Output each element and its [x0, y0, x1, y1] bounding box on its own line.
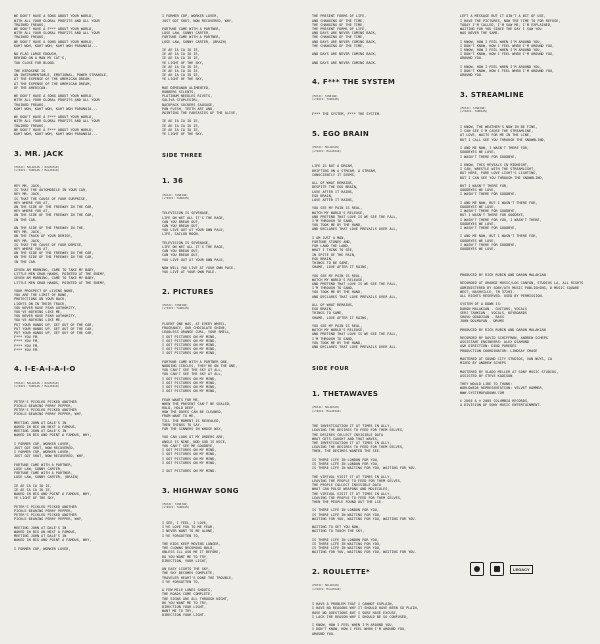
column-3	[312, 6, 420, 644]
label-logos	[470, 562, 590, 576]
song-title: 3. HIGHWAY SONG	[162, 486, 239, 495]
side-heading: SIDE THREE	[162, 152, 203, 159]
song-title: 3. MR. JACK	[14, 149, 64, 158]
legacy-logo: LEGACY	[510, 565, 533, 574]
song-credit: (MUSIC: TANKIAN) (LYRICS: TANKIAN)	[162, 193, 190, 200]
song-title: 2. PICTURES	[162, 287, 214, 296]
song-lyrics: PETER'S PICKLED PICKED ANOTHER PICKLE BEARING PERRY PEPPER, PETER'S PICKLED PICKED ANOTHER PICKLE BEARING PERRY PEPPER, WHY, MEETING JOHN AT DALE'S IN WAKED IN BIG AN NEXT A FAMOUS, MEETING JOHN AT DALE'S IN WAKED IN BIG AND POINT A FAMOUS, WHY, I FORMER COP, WORKER LOVER, JUST GOT SHOT, NOW RECOVERED, I FORMER COP, WORKER LOVER, JUST GOT SHOT, NOW RECOVERED, WHY, FORTUNE CAME WITH A PARTNER, LOSE LAW, SONNY CARTER, FORTUNE CAME WITH A PARTNER, LOSE LAW, SONNY CARTER, (BRAIN) IE AE IA IA IO IE, IE AE IA IA IO IE, WAKED IN BIG AND POINT A FAMOUS, WHY, YE LIGHT OF THE SKY, PETER'S PICKLED PICKED ANOTHER PICKLE BEARING PERRY PEPPER, PETER'S PICKLED PICKED ANOTHER PICKLE BEARING PERRY PEPPER, WHY, MEETING JOHN AT DALE'S IN WAKED IN BIG AN NEXT A FAMOUS, MEETING JOHN AT DALE'S IN WAKED IN BIG AND POINT A FAMOUS, WHY, I FORMER COP, WORKER LOVER,	[14, 399, 92, 551]
song-lyrics: THE INVESTIGATION IT AT TIMES IN ALLY, LEAVING THE DESIRES TO FEED FOR THEM SELVES, THE DESIRES COLLECT INVISIBLE DATA WHAT GETS CAUGHT AND THAT WAVES, THE INVESTIGATION IT AT TIMES IN ALLY, LEAVING THE DESIRES TO FEED FOR THEM SELVES, THEN, THE DESIRES WANTED THE SEE. IS THERE LIFE IN LONDON FOR YOU, IS THERE LIFE IN LONDON FOR YOU, IS THERE LIFE IN WAITING FOR YOU, WAITING FOR YOU. THE VIRTUAL VISIT IT AT TIMES IN ALLY, LEAVING THE PEOPLE TO FEED FOR THEM SELVES, THE PEOPLE COLLECT INVISIBLE DATA WHAT CAN PULSE WEAPONS AND MOLECULES, THE VIRTUAL VISIT IT AT TIMES IN ALLY, LEAVING THE PEOPLE TO FEED FOR THEM SELVES, THEN THE PEOPLE FOUND OUT THE LIE. IS THERE LIFE IN LONDON FOR YOU, IS THERE LIFE IN WAITING FOR YOU, WAITING FOR YOU, WAITING FOR YOU, WAITING FOR YOU. WAITING TO GET YOU NOW, WAITING TO TOUCH THE SKY, IS THERE LIFE IN LONDON FOR YOU, IS THERE LIFE IN WAITING FOR YOU, IS THERE LIFE IN WAITING FOR YOU, WAITING FOR YOU, WAITING FOR YOU, WAITING FOR YOU.	[312, 424, 417, 555]
song-credit: (MUSIC: MALAKIAN / DOLMAYAN) (LYRICS: TANKIAN / MALAKIAN)	[14, 166, 60, 173]
intro-lyrics: WE DON'T HAVE A SONG ABOUT YOUR WORLD, WITH ALL YOUR GLOBAL PROFITS AND ALL YOUR TRAINED FREAKS, WE DON'T HAVE A F*** ABOUT YOUR WORLD, WITH ALL YOUR GLOBAL PROFITS AND ALL YOUR TRAINED FREAKS, WE DON'T HAVE A SONG ABOUT YOUR WORLD, KAHT WOH, KAHT WOH, KAHT WOH PARANOIA... NO FLAG LARGE ENOUGH, BEHIND ON A MAN MY CAT'S, TOO CLOSE FOR BLOOD. THE KEROSENE IS AN INSTRUMENTABLE, EMOTIONAL, POWER STRANGLE, AT THE EXPENSE OF THE AMERICAN DREAM, AT THE EXPENSE OF THE AMERICAN DREAM, OF THE AMERICAN. WE DON'T HAVE A SONG ABOUT YOUR WORLD, WITH ALL YOUR GLOBAL PROFITS AND ALL YOUR TRAINED FREAKS, KAHT WOH, KAHT WOH, KAHT WOH PARANOIA... WE DON'T HAVE A F*** ABOUT YOUR WORLD, WITH ALL YOUR GLOBAL PROFITS AND ALL YOUR TRAINED FREAKS, WE DON'T HAVE A F*** ABOUT YOUR WORLD, KAHT WOH, KAHT WOH, KAHT WOH PARANOIA...	[14, 14, 109, 137]
album-credits: PRODUCED BY RICK RUBIN AND DARON MALAKIAN RECORDED AT ORANGE MUSIC/LOG CANYON, STUDIOS LA, ALL RIGHTS ADMINISTERED BY SONY/ATV MUSIC PUBLISHING, 8 MUSIC SQUARE WEST, NASHVILLE, TN 37203. ALL RIGHTS RESERVED. USED BY PERMISSION. SYSTEM OF A DOWN IS: DARON MALAKIAN - GUITARS, VOCALS SERJ TANKIAN - VOCALS, KEYBOARDS SHAVO ODADJIAN - BASS JOHN DOLMAYAN - DRUMS PRODUCED BY RICK RUBIN AND DARON MALAKIAN RECORDED BY DAVID SCHIFFMAN, ANDREW SCHEPS ASSISTANT ENGINEERS: ALEX DIAMOND A&R DIRECTION: DINO PAREDES PRODUCTION COORDINATOR: LINDSAY CHASE MASTERED AT SOUND CITY STUDIOS, VAN NUYS, CA MIXED BY ANDREW SCHEPS MASTERED BY VLADO MELLER AT SONY MUSIC STUDIOS, ASSISTED BY STEVE KADISON THEY WOULD LIKE TO THANK: WORLDWIDE REPRESENTATION: VELVET HAMMER, WWW.SYSTEMOFADOWN.COM © 2005 & ℗ 2005 COLUMBIA RECORDS, A DIVISION OF SONY MUSIC ENTERTAINMENT.	[460, 272, 584, 408]
song-lyrics: FLUENT ONE WAS, AT EVERY WHEEL, FRAGRANCY, OUR CHOCOLATE SHINE, LEADLESS ORANGE CURL, YOUR SMELL, I GOT PICTURES ON MY MIND, I GOT PICTURES ON MY MIND, I GOT PICTURES ON MY MIND, I GOT PICTURES ON MY MIND, I GOT PICTURES ON MY MIND, FORTUNE CAME WITH A PARTNER ONE, NODDING CIRCLES, THEY'RE ON THE ONE, YOU CAN'T SEE THE SKY AT ALL, YOU CAN'T SEE THE SKY AT ALL, I GOT PICTURES ON MY MIND, I GOT PICTURES ON MY MIND, I GOT PICTURES ON MY MIND, I GOT PICTURES ON MY MIND, FEAR WANTS FOR ME, WHEN THE PRESENT CAN'T BE SEALED, HOLD, HOLD DEEP, HOW THE DOVES CAN BE CLEANED, FROM WANT TO ME, TILL THE MOMENT IS REVEALED, THEN THINGS TO SAY. FOR THE SINNERS IN WHOSE WAY, YOU CAN LOOK AT MY ORDERS ARE, ANGLE IS NINE, NOD GOD IS NICE, YOU CAN'T SEE ME GOODBYE, I GOT PICTURES ON MY MIND, I GOT PICTURES ON MY MIND, I GOT PICTURES ON MY MIND, I GOT PICTURES ON MY MIND, I GOT PICTURES ON MY MIND.	[162, 322, 238, 474]
column-4	[460, 6, 586, 416]
song-lyrics: I KNOW, THE WEATHER'S NOW IN BE FINE, I CAN SEE I'M CAUSE THE STREAMLINE, AT LOVE, WAITS FOR ME IN THE LINE, BUT I CALL SEE YOU THROUGH THE SNOWBLIND, I AND ME NOW, I WASN'T THERE FOR, GOODBYES WE LOVE, I WASN'T THERE FOR GOODBYE, I KNOW, THIS REVEALS IN MIDNIGHT, I CAN, WRESTLE WITH THE STREAMLIGHT, BUT HERE, FORE LOVE LIGHT'S LIGHTING, BUT I CAN SEE YOU THROUGH THE SNOWBLIND, BUT I WASN'T THERE FOR, GOODBYES WE LOVE, I WASN'T THERE FOR GOODBYE. I AND ME NOW, BUT I WASN'T THERE FOR, GOODBYES WE LOVE, I WASN'T THERE FOR GOODBYE, BUT I WASN'T THERE FOR GOODBYE, I WASN'T THERE FOR YOU, I WASN'T THERE, GOODBYES WE LOVE, I WASN'T THERE FOR GOODBYE, I AND ME NOW, BUT I WASN'T THERE FOR, GOODBYES WE LOVE, I WASN'T THERE FOR GOODBYE, GOODBYES WE LOVE.	[460, 125, 546, 251]
song-lyrics: LIFE IS BUT A DREAM, DRIFTING ON A STREAM, A STREAM, CONSCIENTLY IT SEEMS, ALL OF WHAT REMAINS, DESPITE THE EGO BRAIN, LOVE AFTER IT RAINS, EGO BRAIN, LOVE AFTER IT RAINS, YOU SEE MY PAIN IS REAL, WATCH MY WORLD'S RELEASE, AND PRETEND THAT LOVE IS WE SEE THE FALL, I'M THROUGH TO SAND, YOU TOOK ME BY THE HAND, AND DECLARES THAT LOVE PREVAILS OVER ALL, I AM JUST A MAN, FORTUNE STONES AND, FOR LAND THE LAND, WHAT I THINK TO SEE, IN SPITE OF THE PAIN, EGO BRAIN, THINGS TO BE SAME, SHAME, LOVE AFTER IT RAINS, YOU SEE MY PAIN IS REAL, WATCH MY WORLD'S RELEASE, AND PRETEND THAT LOVE IS WE SEE THE FALL, I'M THROUGH TO SAND, YOU TOOK ME BY THE HAND, AND DECLARES THAT LOVE PREVAILS OVER ALL, ALL OF WHAT REMAINS, EGO BRAIN, THINGS TO SAME, SHAME, LOVE AFTER IT RAINS, YOU SEE MY PAIN IS REAL, WATCH MY WORLD'S RELEASE, AND PRETEND THAT LOVE IS WE SEE THE FALL, I'M THROUGH TO SAND, YOU TOOK ME BY THE HAND, AND DECLARES THAT LOVE PREVAILS OVER ALL.	[312, 164, 398, 350]
song-credit: (MUSIC: TANKIAN) (LYRICS: TANKIAN)	[162, 304, 190, 311]
song-credit: (MUSIC: MALAKIAN) (LYRICS: MALAKIAN)	[312, 584, 342, 591]
song-lyrics: F*** THE SYSTEM, F*** THE SYSTEM.	[312, 112, 382, 117]
song-title: 4. I-E-A-I-A-I-O	[14, 365, 76, 374]
song-lyrics: LEFT A MESSAGE BUT IT AIN'T A BIT OF USE, I HAVE THE PICTURES, NOW THE TIME TO FOR REFUSE, TODAY I'M CALLED, I'M SAW ME, I'M EXPLAINED, WAITING FOR YOU SINCE THE DAY I SAW YOU WAS NEVER THE SAME. I KNOW, HOW I FEEL WHEN I'M AROUND YOU, I DON'T KNOW, HOW I FEEL WHEN I'M AROUND YOU, I KNOW, HOW I FEEL WHEN I'M AROUND YOU, I DON'T KNOW, HOW I FEEL WHEN I'M AROUND YOU, AROUND YOU. I KNOW, HOW I FEEL WHEN I'M AROUND YOU, I DON'T KNOW, HOW I FEEL WHEN I'M AROUND YOU, AROUND YOU.	[460, 14, 561, 78]
side-heading: SIDE FOUR	[312, 365, 349, 372]
song-lyrics: I HAVE A PROBLEM THAT I CANNOT EXPLAIN, I HAVE NO REASONS WHY IT SHOULD HAVE BEEN SO PLAIN, HAVE NO QUESTIONS BUT I SURE HAVE EXCUSE, I LACK THE REASON WHY I SHOULD BE SO CONFUSED, I KNOW, HOW I FEEL WHEN I'M AROUND YOU, I DON'T KNOW, HOW I FEEL WHEN I'M AROUND YOU, AROUND YOU.	[312, 602, 419, 636]
song-credit: (MUSIC: MALAKIAN) (LYRICS: MALAKIAN)	[312, 406, 342, 413]
song-title: 3. STREAMLINE	[460, 90, 524, 99]
song-credit: (MUSIC: TANKIAN) (LYRICS: TANKIAN)	[312, 94, 340, 101]
columbia-logo-icon	[470, 562, 484, 576]
song-title: 2. ROULETTE*	[312, 567, 370, 576]
sony-logo-icon	[490, 562, 504, 576]
song-credit: (MUSIC: TANKIAN) (LYRICS: TANKIAN)	[460, 107, 488, 114]
song-credit: (MUSIC: MALAKIAN) (LYRICS: MALAKIAN)	[312, 146, 342, 153]
song-credit: (MUSIC: MALAKIAN / DOLMAYAN) (LYRICS: TANKIAN / MALAKIAN)	[14, 381, 60, 389]
song-title: 5. EGO BRAIN	[312, 130, 370, 139]
song-lyrics: THE PRESENT FORMS OF LIFE, AND CHANGING OF THE TIME, THE CHANGING OF THE TIME, THE PRESENT FORMS OF LIFE, AND DAYS ARE NEVER COMING BACK, THE CHANGING OF THE TIME, AND DAYS ARE NEVER COMING BACK, THE CHANGING OF THE TIME, AND DAYS ARE NEVER COMING BACK, AND DAYS ARE NEVER COMING BACK.	[312, 14, 377, 65]
song-title: 4. F*** THE SYSTEM	[312, 78, 396, 87]
column-2	[162, 6, 270, 626]
song-credit: (MUSIC: TANKIAN) (LYRICS: TANKIAN)	[162, 503, 190, 510]
column-1	[14, 6, 122, 559]
song-lyrics: I SEE, I FEEL, I LOVE, I'VE LOVE YOU TO ME FEAR, I NEVER WANT TO BE ALONE, I'VE FORGOTTEN TO, THE KIDS KEEP MOVING LONGER, THE CLOWNS BECOMING BOLD, UNLESS ILL ASK ME IT BEFORE, DO YOU WANT ME TO TRY, DIRECTION, YOUR LIGHT, AN EASY LIGHTS THE SKY, THE SKY BECOMES COMPLETE, TRAVELER HEART'S DONE THE TROUBLE, I'VE FORGOTTEN TO, A FEW MILE LONES SHOUTS, THE ROADS COME COMPLETE, THE SIGNS ARE ALL THROUGH NIGHT, DO YOU WANT ME TO TRY, DIRECTION YOUR LIGHT, WANT ME TO TRY, DIRECTION YOUR LIGHT.	[162, 520, 234, 618]
song-title: 1. THETAWAVES	[312, 390, 379, 399]
song-lyrics: TELEVISION IS SEVENAGE, LIFE ON WET ALL IT'S THE RAGE, CAN YOU BREAK OUT, CAN YOU BREAK OUT, YOU LIVE OUT AT YOUR OWN PALE, LIFE, SAILOR MOON. TELEVISION IS SEVENAGE, LIFE ON WET ALL IT'S THE RAGE, CAN YOU BREAK OUT, CAN YOU BREAK OUT, YOU LIVE OUT AT YOUR OWN PALE, NOW WILL YOU LIVE AT YOUR OWN PACE, YOU LIVE AT YOUR OWN PALE.	[162, 211, 236, 275]
song-lyrics: HEY MR. JACK, IS THAT THE AUTOMOBILE IN YOUR CAR, HEY MR. JACK, IS THAT THE CAUSE OF YOUR SURPRISE, HEY WHERE YOU AT, ON THE SIDE OF THE FREEWAY IN THE CAR, HEY WHERE YOU AT, ON THE SIDE OF THE FREEWAY IN THE CAR, IN THE CAR. ON THE SIDE OF THE FREEWAY IN THE, HEY MR. JACK, ON THE TRACK OF YOUR DEMISE, HEY MR. JACK, IS THAT THE CAUSE OF YOUR DEMISE, HEY WHERE YOU AT, ON THE SIDE OF THE FREEWAY IN THE CAR, ON THE SIDE OF THE FREEWAY IN THE CAR, IN THE CAR. SEVEN AM MORNING, CAME TO TAKE MY BABY, LITTLE MEN GRAB HANDS, POINTED AT THE ENEMY, SEVEN AM MORNING, CAME TO TAKE MY BABY, LITTLE MEN GRAB HANDS, POINTED AT THE ENEMY, YOUR PROSPECT OF LIVING NONE, YOU ARE THE LIMIT OF BONE, PROTECTIONS ON YOUR BACK, LIGHTS ON IN THEIR TRACK, YOU NEVER HAVE FEAR AUTHORITY, YOU'VE NOTHING LIKE ME, YOU NEVER HAVE FEAR AUTHORITY, YOU'VE NOTHING LIKE ME, PUT YOUR HANDS UP, GET OUT OF THE CAR, PUT YOUR HANDS UP, GET OUT OF THE CAR, PUT YOUR HANDS UP, GET OUT OF THE CAR, F*** YOU FM, F*** YOU FM, F*** YOU FM, F*** YOU FM.	[14, 183, 107, 352]
song-lyrics: I FORMER COP, WORKER LOVER, JUST GOT SHOT, NOW RECOVERED, WHY, FORTUNE CAME WITH A PARTNER, LOSE LAW, SONNY CARTER, FORTUNE CAME WITH A PARTNER, LOSE LAW, SONNY CARTER, (BRAIN) IE AE IA IA IO IE, IE AE IA IA IO IE, IE AE IA IA IO IE, YE LIGHT OF THE SKY, IE AE IA IA IO IE, IE AE IA IA IO IE, IE AE IA IA IO IE, YE LIGHT OF THE SKY, MAE DEMEANOR ALIMENTED, RUBBERS SILENTS, PLATINUM NEEDLES RIVETS, SALIVA STAPLEGIRL, BACKPACK SUCKERS SAUSAGE, PAN FLESH, TEETH ART AND, PAINTING THE FANTASIES OF THE ALIVE, IE AE IA IA IO IE, IE AE IA IA IO IE, IE AE IA IA IO IE, YE LIGHT OF THE SKY.	[162, 14, 238, 137]
song-title: 1. 36	[162, 177, 184, 186]
